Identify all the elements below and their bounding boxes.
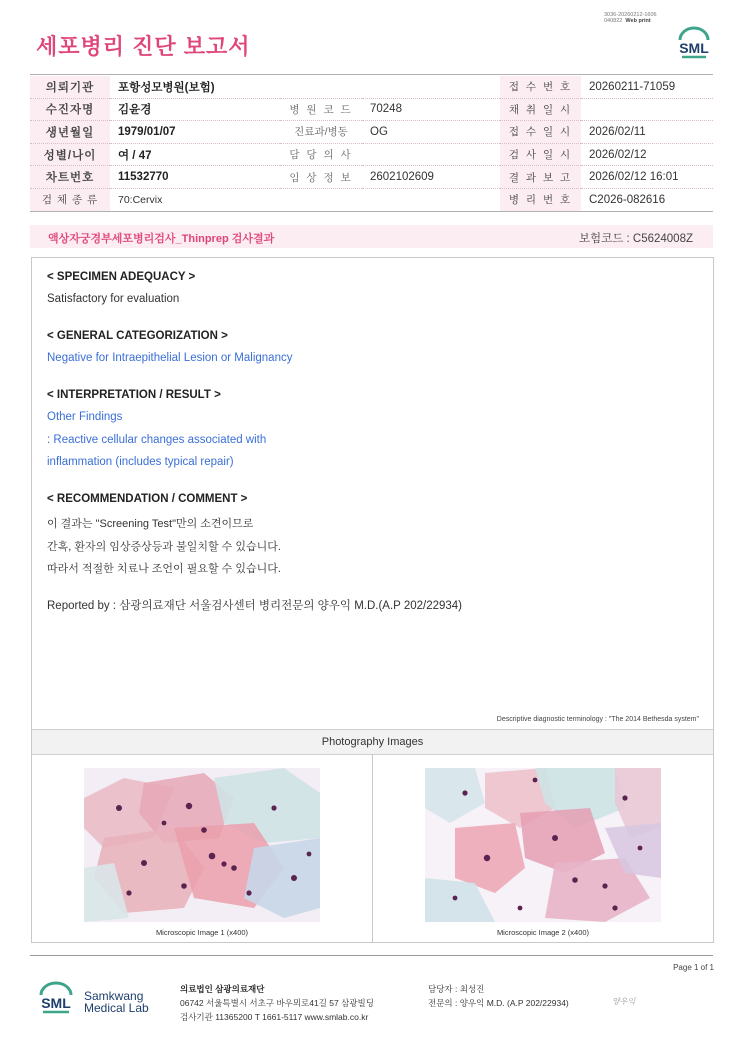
test-name-bar bbox=[30, 225, 713, 248]
receipt-number-value: 20260211-71059 bbox=[581, 76, 713, 98]
microscopic-image-1-caption: Microscopic Image 1 (x400) bbox=[155, 928, 249, 937]
info-row bbox=[30, 76, 713, 98]
interpretation-line: inflammation (includes typical repair) bbox=[47, 456, 234, 468]
requesting-institution-label: 의뢰기관 bbox=[30, 76, 110, 98]
birth-date-label: 생년월일 bbox=[30, 121, 110, 144]
recommendation-line: 따라서 적절한 치료나 조언이 필요할 수 있습니다. bbox=[47, 563, 281, 575]
interpretation-line: : Reactive cellular changes associated with bbox=[47, 434, 267, 446]
general-categorization-text: Negative for Intraepithelial Lesion or Malignancy bbox=[47, 352, 293, 364]
info-row bbox=[30, 166, 713, 189]
pathologist: 전문의 : 양우익 M.D. (A.P 202/22934) bbox=[428, 998, 569, 1008]
collection-datetime-label: 채 취 일 시 bbox=[500, 98, 581, 121]
brand-name-line2: Medical Lab bbox=[84, 1001, 149, 1015]
recommendation-line: 간혹, 환자의 임상증상등과 불일치할 수 있습니다. bbox=[47, 541, 281, 553]
info-row bbox=[30, 121, 713, 144]
sml-logo-icon bbox=[674, 26, 714, 62]
microscopic-image-2 bbox=[425, 768, 661, 922]
document-id-number: 040822 bbox=[604, 18, 623, 24]
interpretation-line: Other Findings bbox=[47, 411, 123, 423]
document-id-line1: 3036-20260212-1606 bbox=[604, 12, 657, 18]
sex-age-value: 여 / 47 bbox=[110, 143, 280, 166]
general-categorization-heading: < GENERAL CATEGORIZATION > bbox=[47, 330, 228, 342]
info-row bbox=[30, 98, 713, 121]
photo-divider bbox=[372, 754, 373, 942]
header-rule bbox=[30, 74, 713, 75]
receipt-number-label: 접 수 번 호 bbox=[500, 76, 581, 98]
document-id-line2 bbox=[604, 18, 657, 24]
attending-doctor-label: 담 당 의 사 bbox=[280, 143, 362, 166]
test-datetime-value: 2026/02/12 bbox=[581, 143, 713, 166]
specimen-type-value: 70:Cervix bbox=[110, 188, 500, 211]
reported-by: Reported by : 삼광의료재단 서울검사센터 병리전문의 양우익 M.D.(A.P 202/22934) bbox=[47, 600, 463, 612]
test-name: 액상자궁경부세포병리검사_Thinprep 검사결과 bbox=[48, 233, 275, 245]
collection-datetime-value bbox=[581, 98, 713, 121]
result-box bbox=[31, 257, 714, 943]
organization-info bbox=[180, 982, 374, 1024]
web-print-tag: Web print bbox=[625, 18, 651, 24]
attending-doctor-value bbox=[362, 143, 500, 166]
hospital-code-value: 70248 bbox=[362, 98, 500, 121]
organization-name: 의료법인 삼광의료재단 bbox=[180, 984, 265, 994]
department-value: OG bbox=[362, 121, 500, 144]
brand-name-line1: Samkwang bbox=[84, 989, 144, 1003]
chart-number-label: 차트번호 bbox=[30, 166, 110, 189]
result-report-value: 2026/02/12 16:01 bbox=[581, 166, 713, 189]
hospital-code-label: 병 원 코 드 bbox=[280, 98, 362, 121]
department-label: 진료과/병동 bbox=[280, 121, 362, 144]
photography-header bbox=[32, 729, 713, 755]
patient-name-value: 김윤경 bbox=[110, 98, 280, 121]
recommendation-line: 이 결과는 "Screening Test"만의 소견이므로 bbox=[47, 518, 254, 530]
receipt-datetime-value: 2026/02/11 bbox=[581, 121, 713, 144]
document-id bbox=[604, 12, 657, 24]
birth-date-value: 1979/01/07 bbox=[110, 121, 280, 144]
info-row bbox=[30, 188, 713, 211]
sml-footer-logo-icon bbox=[36, 980, 76, 1016]
patient-info-table bbox=[30, 76, 713, 212]
svg-text:SML: SML bbox=[41, 995, 71, 1011]
brand-name bbox=[84, 990, 149, 1014]
signature: 양우익 bbox=[612, 997, 636, 1006]
staff-in-charge: 담당자 : 최성진 bbox=[428, 984, 485, 994]
sex-age-label: 성별/나이 bbox=[30, 143, 110, 166]
page-number: Page 1 of 1 bbox=[673, 963, 714, 972]
recommendation-heading: < RECOMMENDATION / COMMENT > bbox=[47, 493, 248, 505]
organization-contact: 검사기관 11365200 T 1661-5117 www.smlab.co.kr bbox=[180, 1012, 369, 1022]
specimen-adequacy-text: Satisfactory for evaluation bbox=[47, 293, 180, 305]
microscopic-image-2-caption: Microscopic Image 2 (x400) bbox=[496, 928, 590, 937]
clinical-info-value: 2602102609 bbox=[362, 166, 500, 189]
photography-title: Photography Images bbox=[321, 736, 424, 748]
patient-name-label: 수진자명 bbox=[30, 98, 110, 121]
chart-number-value: 11532770 bbox=[110, 166, 280, 189]
result-report-label: 결 과 보 고 bbox=[500, 166, 581, 189]
requesting-institution-value: 포항성모병원(보험) bbox=[110, 76, 500, 98]
pathology-number-value: C2026-082616 bbox=[581, 188, 713, 211]
insurance-code: 보험코드 : C5624008Z bbox=[578, 233, 693, 245]
test-datetime-label: 검 사 일 시 bbox=[500, 143, 581, 166]
microscopic-image-1 bbox=[84, 768, 320, 922]
interpretation-heading: < INTERPRETATION / RESULT > bbox=[47, 389, 221, 401]
svg-text:SML: SML bbox=[679, 40, 709, 56]
report-title: 세포병리 진단 보고서 bbox=[36, 34, 251, 59]
clinical-info-label: 임 상 정 보 bbox=[280, 166, 362, 189]
info-row bbox=[30, 143, 713, 166]
receipt-datetime-label: 접 수 일 시 bbox=[500, 121, 581, 144]
bethesda-terminology-note: Descriptive diagnostic terminology : "The 2014 Bethesda system" bbox=[496, 716, 699, 723]
specimen-adequacy-heading: < SPECIMEN ADEQUACY > bbox=[47, 271, 196, 283]
footer-rule bbox=[30, 955, 713, 956]
staff-info bbox=[428, 982, 569, 1010]
organization-address: 06742 서울특별시 서초구 바우뫼로41길 57 삼광빌딩 bbox=[180, 998, 374, 1008]
specimen-type-label: 검 체 종 류 bbox=[30, 188, 110, 211]
pathology-number-label: 병 리 번 호 bbox=[500, 188, 581, 211]
